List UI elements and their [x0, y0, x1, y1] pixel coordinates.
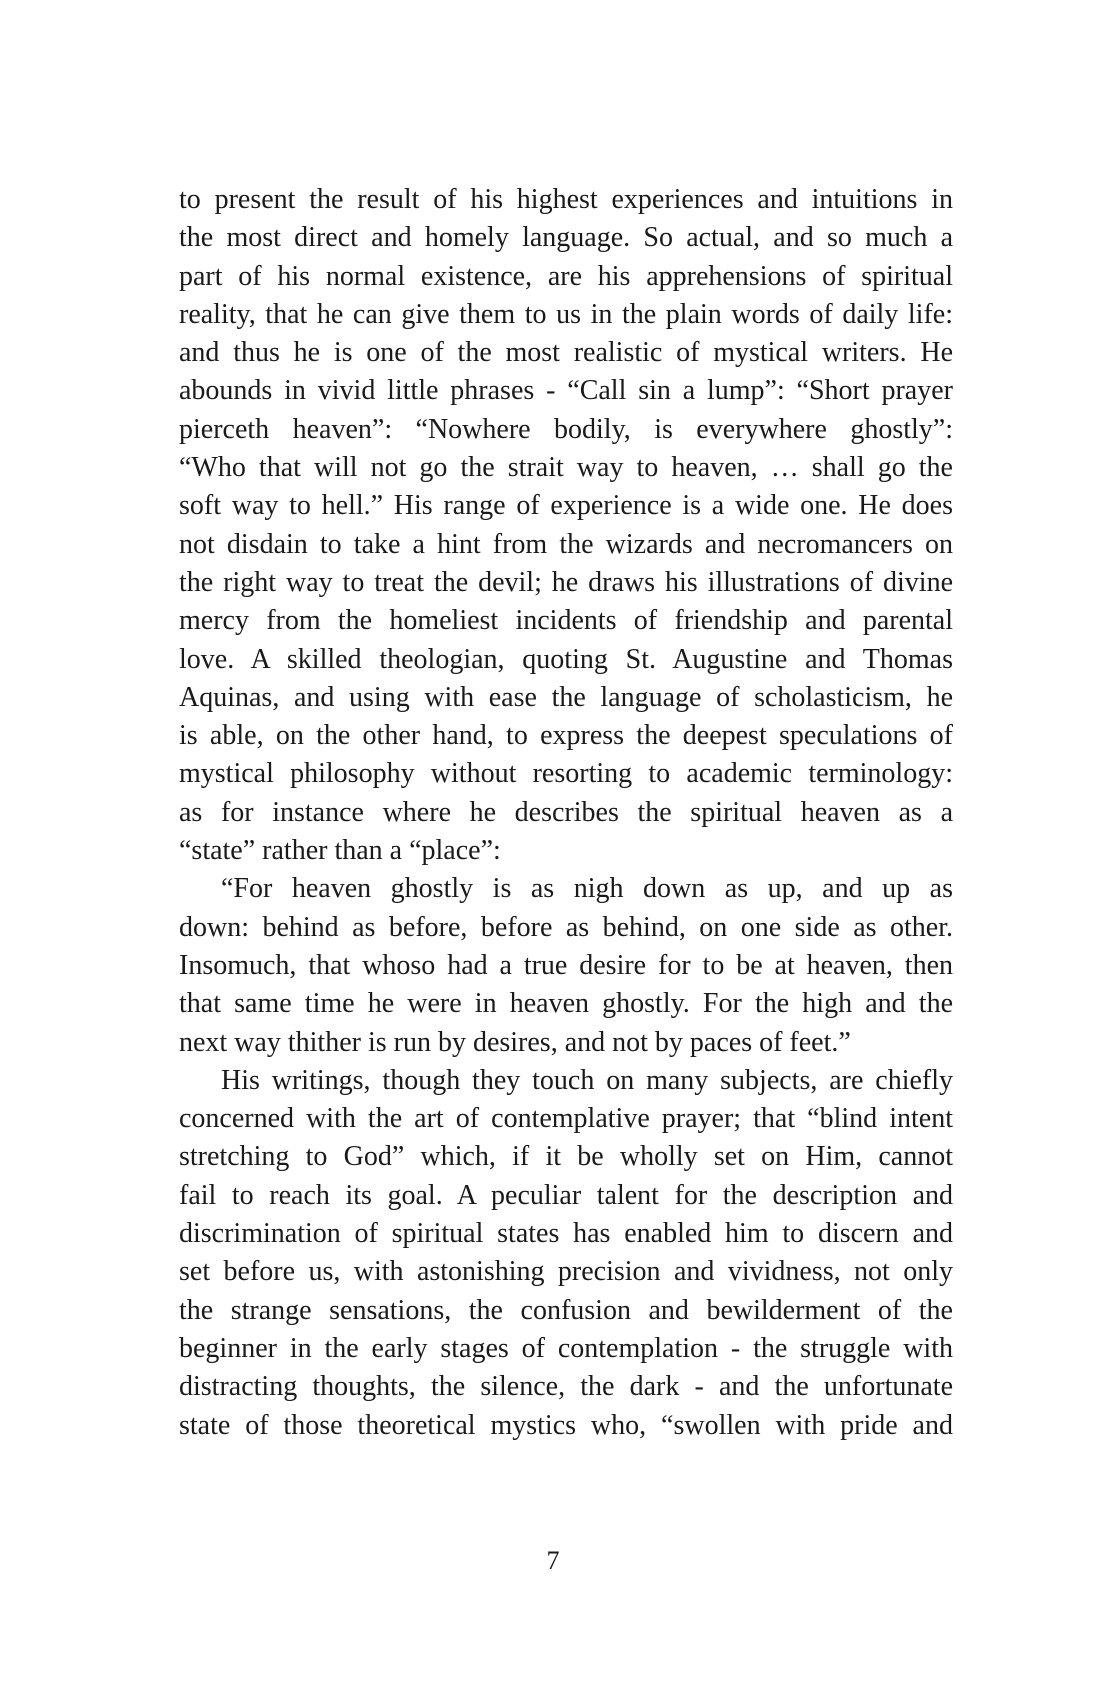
text-line: to present the result of his highest experiences and intuitions in: [179, 184, 953, 215]
text-line: “Who that will not go the strait way to heaven, … shall go the: [179, 452, 953, 484]
paragraph: [179, 870, 953, 1061]
text-line: love. A skilled theologian, quoting St. Augustine and Thomas: [179, 643, 953, 675]
text-line: that same time he were in heaven ghostly. For the high and the: [179, 988, 953, 1020]
text-line: Aquinas, and using with ease the language of scholasticism, he: [179, 681, 953, 713]
text-line: abounds in vivid little phrases - “Call sin a lump”: “Short prayer: [179, 375, 953, 407]
text-line: pierceth heaven”: “Nowhere bodily, is everywhere ghostly”:: [179, 413, 953, 445]
text-line: distracting thoughts, the silence, the dark - and the unfortunate: [179, 1371, 953, 1403]
body-text: [179, 181, 953, 1445]
text-line: His writings, though they touch on many subjects, are chiefly: [221, 1064, 953, 1096]
text-line: the right way to treat the devil; he draws his illustrations of divine: [179, 566, 953, 598]
paragraph: [179, 181, 953, 870]
text-line: the strange sensations, the confusion and bewilderment of the: [179, 1294, 953, 1326]
text-line: Insomuch, that whoso had a true desire for to be at heaven, then: [179, 949, 953, 981]
text-line: discrimination of spiritual states has enabled him to discern and: [179, 1218, 953, 1250]
text-line: reality, that he can give them to us in the plain words of daily life:: [179, 298, 953, 330]
text-line: next way thither is run by desires, and not by paces of feet.”: [179, 1026, 851, 1058]
page-number: 7: [546, 1546, 560, 1575]
text-line: fail to reach its goal. A peculiar talent for the description and: [179, 1179, 953, 1211]
text-line: set before us, with astonishing precision and vividness, not only: [179, 1256, 953, 1288]
text-line: and thus he is one of the most realistic of mystical writers. He: [179, 337, 953, 369]
text-line: the most direct and homely language. So actual, and so much a: [179, 222, 953, 254]
text-line: as for instance where he describes the spiritual heaven as a: [179, 796, 953, 828]
text-line: part of his normal existence, are his apprehensions of spiritual: [179, 260, 953, 292]
text-line: is able, on the other hand, to express the deepest speculations of: [179, 720, 953, 752]
text-line: not disdain to take a hint from the wizards and necromancers on: [179, 528, 953, 560]
text-line: down: behind as before, before as behind, on one side as other.: [179, 911, 953, 943]
text-line: beginner in the early stages of contemplation - the struggle with: [179, 1332, 953, 1364]
text-line: state of those theoretical mystics who, “swollen with pride and: [179, 1409, 953, 1441]
text-line: mercy from the homeliest incidents of friendship and parental: [179, 605, 953, 637]
text-line: concerned with the art of contemplative prayer; that “blind intent: [179, 1103, 953, 1135]
text-line: stretching to God” which, if it be wholly set on Him, cannot: [179, 1141, 953, 1173]
paragraph: [179, 1062, 953, 1445]
text-line: mystical philosophy without resorting to academic terminology:: [179, 758, 953, 790]
text-line: “For heaven ghostly is as nigh down as up, and up as: [221, 873, 953, 905]
text-line: “state” rather than a “place”:: [179, 835, 501, 867]
text-line: soft way to hell.” His range of experience is a wide one. He does: [179, 490, 953, 522]
